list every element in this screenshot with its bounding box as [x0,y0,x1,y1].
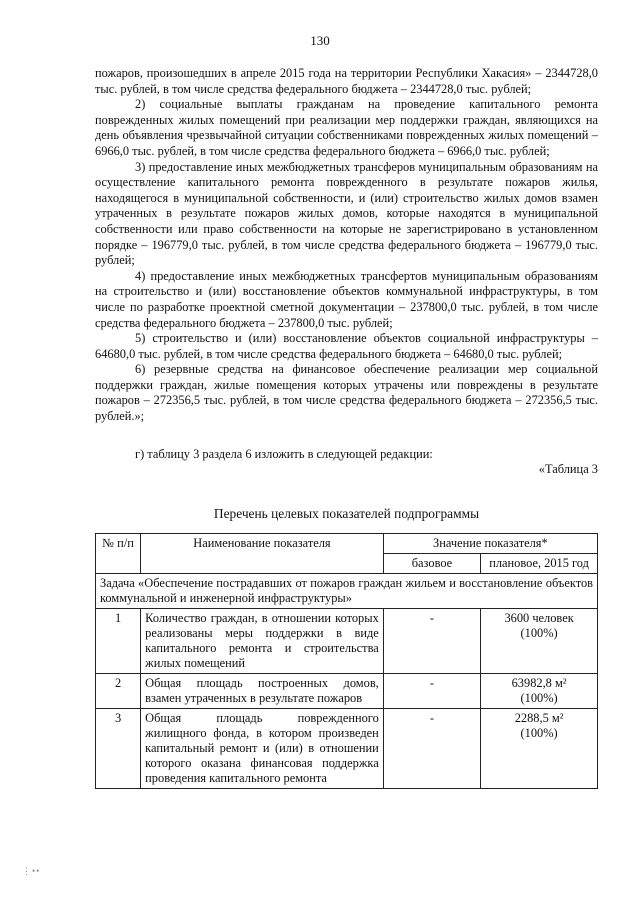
row-name: Общая площадь поврежденного жилищного фонда, в котором произведен капитальный ремонт и (или) в отношении которого оказана финансовая поддержка проведения капитального ремонта [141,709,384,789]
row-plan-pct: (100%) [520,691,558,706]
table-header-row [96,534,598,554]
paragraph-item-5: 5) строительство и (или) восстановление объектов социальной инфраструктуры – 64680,0 тыс. рублей, в том числе средства федерального бюджета – 64680,0 тыс. рублей; [95,331,598,361]
row-name: Количество граждан, в отношении которых реализованы меры поддержки в виде капитального ремонта и строительства жилых помещений [141,609,384,674]
indicators-table [95,533,598,789]
amendment-intro: г) таблицу 3 раздела 6 изложить в следующей редакции: [135,446,433,461]
row-name: Общая площадь построенных домов, взамен утраченных в результате пожаров [141,674,384,709]
table-row [96,709,598,789]
task-row [96,574,598,609]
row-num: 1 [96,609,141,674]
paragraph-continuation: пожаров, произошедших в апреле 2015 года на территории Республики Хакасия» – 2344728,0 тыс. рублей, в том числе средства федерального бюджета – 2344728,0 тыс. рублей; [95,66,598,96]
row-plan [481,709,598,789]
paragraph-item-6: 6) резервные средства на финансовое обеспечение реализации мер социальной поддержки граждан, жилые помещения которых утрачены или повреждены в результате пожаров – 272356,5 тыс. рублей, в том числе средства федерального бюджета – 272356,5 тыс. рублей.»; [95,362,598,424]
row-plan-value: 63982,8 м² [511,676,567,691]
row-plan-pct: (100%) [520,726,558,741]
row-base: - [383,709,480,789]
header-name: Наименование показателя [141,534,384,574]
paragraph-item-4: 4) предоставление иных межбюджетных трансфертов муниципальным образованиям на строительство и (или) восстановление объектов коммунальной инфраструктуры, в том числе по разработке проектной сметной документации – 237800,0 тыс. рублей, в том числе средства федерального бюджета – 237800,0 тыс. рублей; [95,268,598,330]
document-body [95,66,598,789]
row-plan [481,609,598,674]
page-number: 130 [310,33,330,48]
row-num: 2 [96,674,141,709]
row-plan-value: 2288,5 м² [514,711,564,726]
header-base: базовое [383,554,480,574]
header-value: Значение показателя* [383,534,597,554]
header-num: № п/п [96,534,141,574]
scan-mark: ⋮•• [22,866,41,876]
table-label: «Таблица 3 [538,462,598,477]
row-plan-pct: (100%) [520,626,558,641]
task-cell: Задача «Обеспечение пострадавших от пожаров граждан жильем и восстановление объектов коммунальной и инженерной инфраструктуры» [96,574,598,609]
row-num: 3 [96,709,141,789]
header-plan: плановое, 2015 год [481,554,598,574]
table-row [96,674,598,709]
paragraph-item-3: 3) предоставление иных межбюджетных трансферов муниципальным образованиям на осуществление капитального ремонта поврежденного в результате пожаров жилья, находящегося в муниципальной собственности, и (или) строительство жилых домов взамен утраченных в результате пожаров жилых домов, которые находятся в муниципальной собственности или право собственности на которые не зарегистрировано в установленном порядке – 196779,0 тыс. рублей, в том числе средства федерального бюджета – 196779,0 тыс. рублей; [95,159,598,268]
spacer [95,425,598,447]
row-base: - [383,674,480,709]
row-plan-value: 3600 человек [504,611,574,626]
table-title: Перечень целевых показателей подпрограммы [213,505,480,521]
table-row [96,609,598,674]
row-plan [481,674,598,709]
row-base: - [383,609,480,674]
paragraph-item-2: 2) социальные выплаты гражданам на проведение капитального ремонта поврежденных жилых помещений при реализации мер поддержки граждан, являющихся на день объявления чрезвычайной ситуации собственниками поврежденных жилых помещений – 6966,0 тыс. рублей, в том числе средства федерального бюджета – 6966,0 тыс. рублей; [95,97,598,158]
